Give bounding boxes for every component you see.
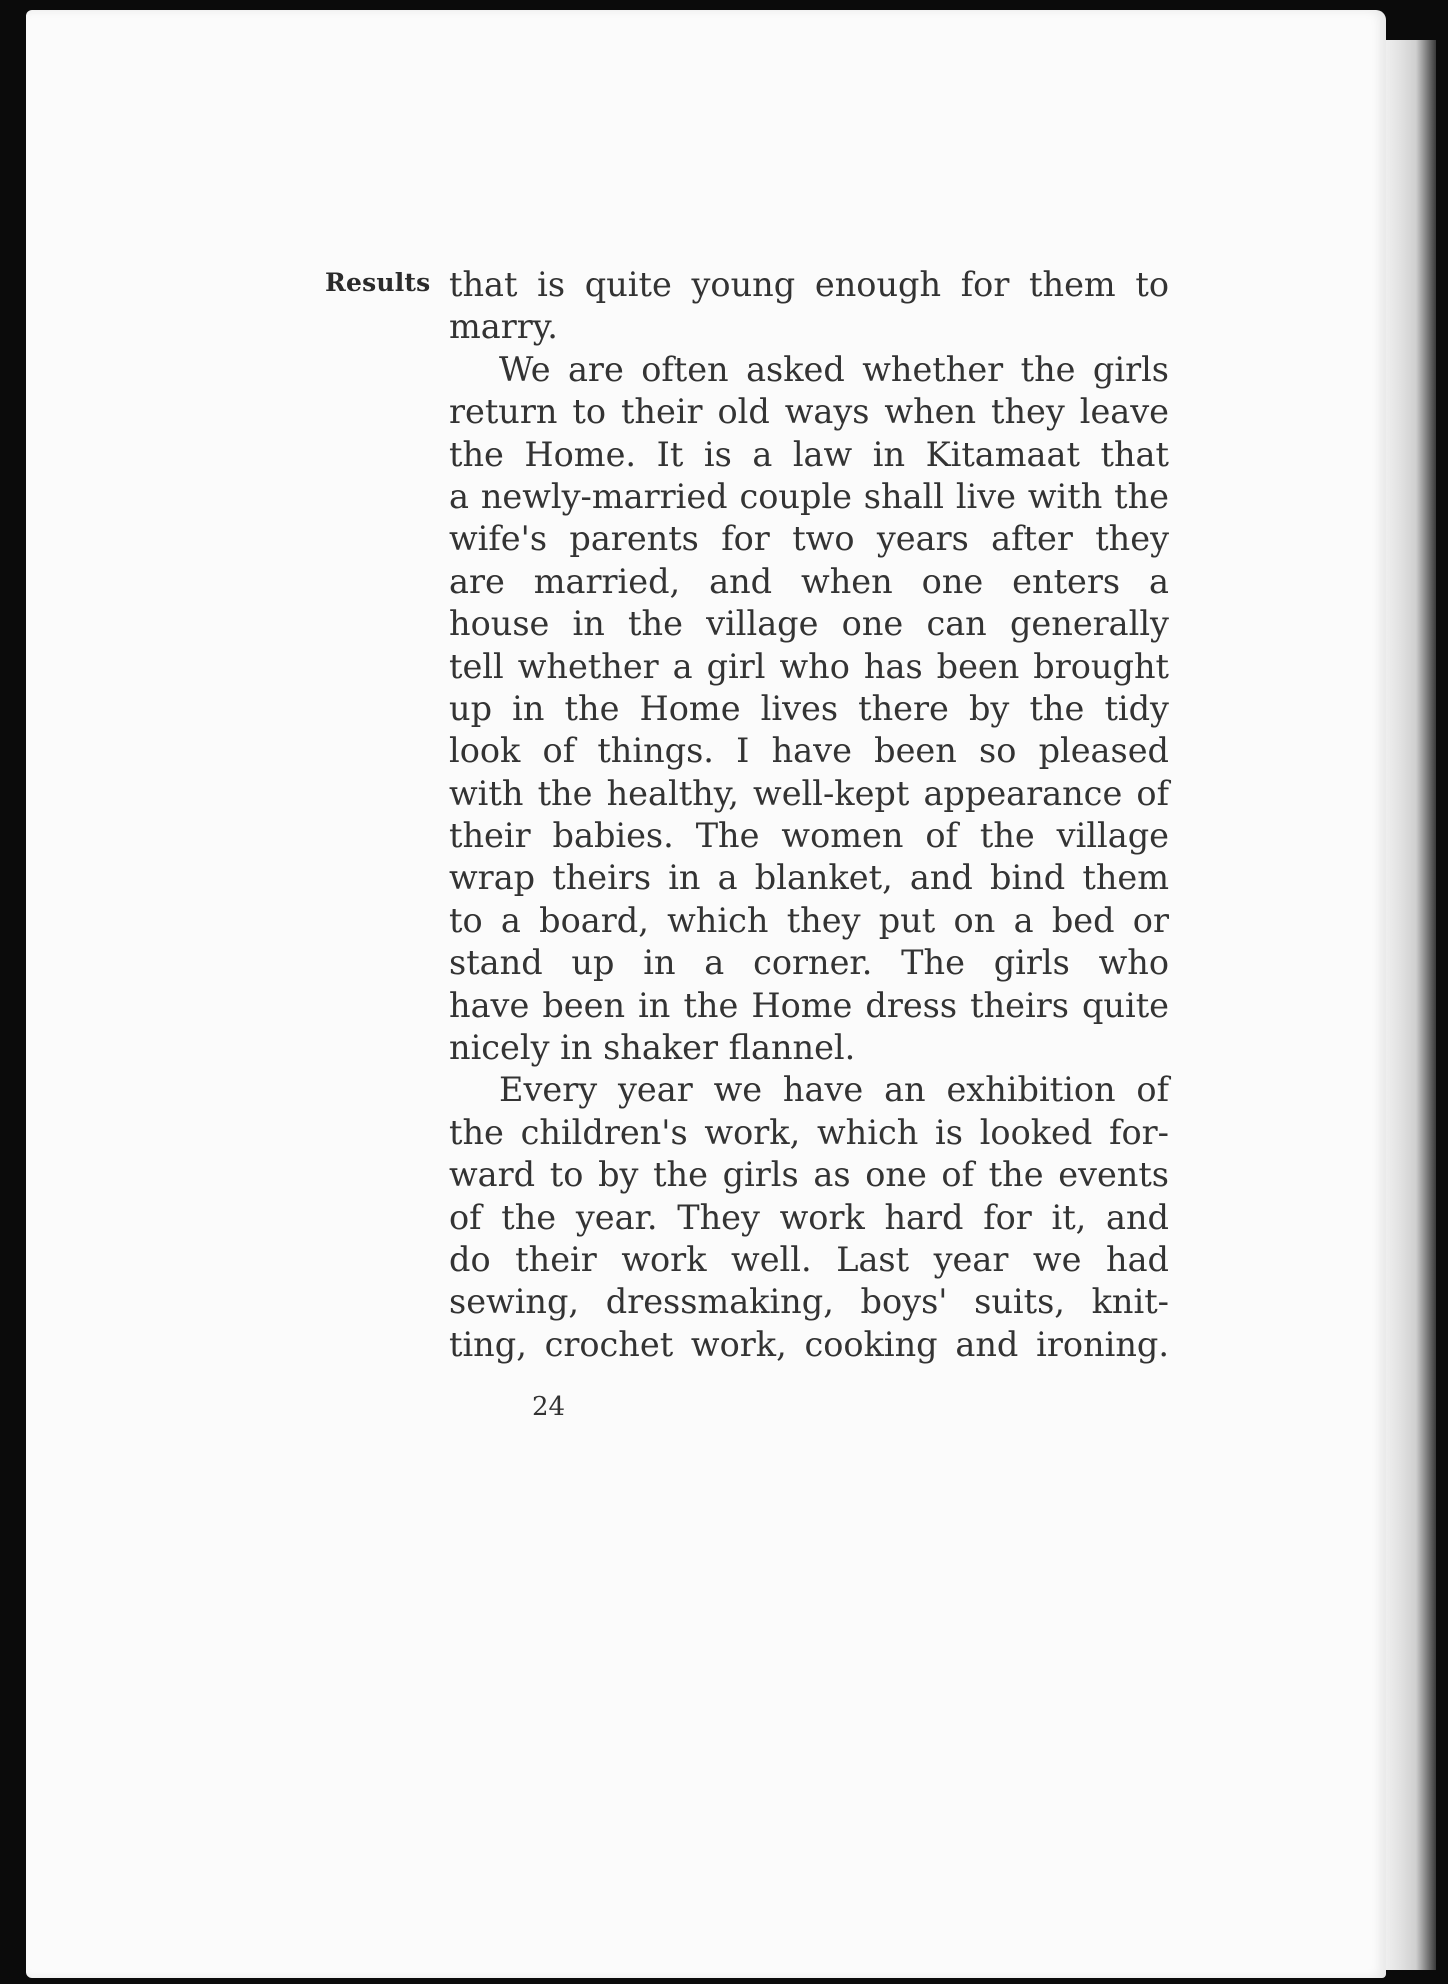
text-line: have been in the Home dress theirs quite [449, 985, 1169, 1025]
text-line: tell whether a girl who has been brought [449, 646, 1169, 686]
text-line: ting, crochet work, cooking and ironing. [449, 1324, 1169, 1364]
text-line: wrap theirs in a blanket, and bind them [449, 858, 1169, 898]
text-line: with the healthy, well-kept appearance of [449, 773, 1169, 813]
text-line: the Home. It is a law in Kitamaat that [449, 434, 1169, 474]
body-text [449, 264, 1169, 1366]
text-line: their babies. The women of the village [449, 816, 1169, 856]
text-line: look of things. I have been so pleased [449, 731, 1169, 771]
text-line: a newly-married couple shall live with the [449, 476, 1169, 516]
text-line: do their work well. Last year we had [449, 1239, 1169, 1279]
text-line: stand up in a corner. The girls who [449, 943, 1169, 983]
text-line: ward to by the girls as one of the events [449, 1155, 1169, 1195]
text-line: wife's parents for two years after they [449, 519, 1169, 559]
text-line: up in the Home lives there by the tidy [449, 688, 1169, 728]
text-line: the children's work, which is looked for- [449, 1112, 1169, 1152]
text-line: of the year. They work hard for it, and [449, 1197, 1169, 1237]
text-line: nicely in shaker flannel. [449, 1028, 856, 1068]
text-line: return to their old ways when they leave [449, 392, 1169, 432]
text-line: marry. [449, 307, 558, 347]
text-line: are married, and when one enters a [449, 561, 1169, 601]
text-line: that is quite young enough for them to [449, 265, 1169, 304]
text-line: sewing, dressmaking, boys' suits, knit- [449, 1282, 1169, 1322]
text-line: to a board, which they put on a bed or [449, 900, 1169, 940]
text-line: We are often asked whether the girls [499, 349, 1169, 389]
text-line: Every year we have an exhibition of [499, 1070, 1169, 1110]
margin-note: Results [325, 268, 431, 297]
text-line: house in the village one can generally [449, 604, 1169, 644]
page-number: 24 [532, 1392, 566, 1422]
